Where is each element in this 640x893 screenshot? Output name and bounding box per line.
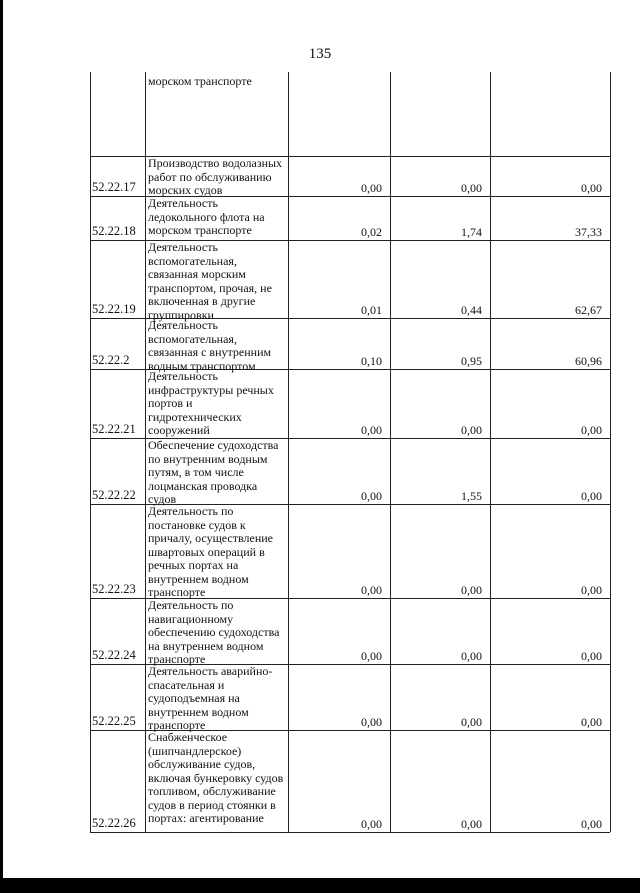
row-value-v2: 0,00 [461,817,482,831]
row-name: Деятельность по постановке судов к причалу, осуществление швартовых операций в речных портах на внутреннем водном транспорте [148,504,273,599]
row-code: 52.22.23 [92,582,136,596]
row-value-v3: 0,00 [581,583,602,597]
row-name: Деятельность инфраструктуры речных портов и гидротехнических сооружений [148,369,274,437]
row-value-v2: 1,74 [461,225,482,239]
row-name: Деятельность вспомогательная, связанная морским транспортом, прочая, не включенная в другие группировки [148,240,272,322]
table-row [90,504,610,598]
scan-border-left [0,0,3,893]
row-value-v1: 0,00 [361,423,382,437]
row-value-v3: 0,00 [581,649,602,663]
row-value-v1: 0,00 [361,817,382,831]
table-row [90,156,610,196]
row-code: 52.22.26 [92,816,136,830]
row-value-v1: 0,00 [361,649,382,663]
scan-border-bottom [0,878,640,893]
table-row [90,438,610,504]
row-code: 52.22.19 [92,302,136,316]
row-value-v3: 60,96 [575,354,602,368]
row-value-v2: 0,00 [461,649,482,663]
row-value-v2: 0,95 [461,354,482,368]
row-value-v2: 0,00 [461,181,482,195]
row-value-v3: 62,67 [575,303,602,317]
row-name: Производство водолазных работ по обслуживанию морских судов [148,156,283,197]
row-value-v3: 0,00 [581,489,602,503]
row-value-v2: 0,00 [461,423,482,437]
row-value-v3: 0,00 [581,817,602,831]
row-name: Деятельность аварийно- спасательная и судоподъемная на внутреннем водном транспорте [148,664,273,732]
row-name: Обеспечение судоходства по внутренним водным путям, в том числе лоцманская проводка судов [148,438,279,506]
table-row [90,664,610,730]
row-value-v1: 0,00 [361,715,382,729]
row-code: 52.22.2 [92,353,130,367]
table-row [90,369,610,438]
table-row [90,598,610,664]
row-value-v1: 0,00 [361,489,382,503]
row-value-v1: 0,01 [361,303,382,317]
row-code: 52.22.17 [92,180,136,194]
table-column-line [610,72,611,832]
row-name: Снабженческое (шипчандлерское) обслуживание судов, включая бункеровку судов топливом, обслуживание судов в период стоянки в портах: агентирование [148,730,284,825]
row-name: Деятельность вспомогательная, связанная с внутренним водным транспортом [148,318,272,373]
row-code: 52.22.21 [92,422,136,436]
row-code: 52.22.25 [92,714,136,728]
table-row-line [90,832,610,833]
row-value-v1: 0,00 [361,181,382,195]
table-row [90,196,610,240]
row-value-v1: 0,02 [361,225,382,239]
row-code: 52.22.22 [92,488,136,502]
row-name: Деятельность ледокольного флота на морском транспорте [148,196,265,237]
row-code: 52.22.24 [92,648,136,662]
row-value-v2: 0,00 [461,715,482,729]
row-value-v2: 0,44 [461,303,482,317]
row-value-v3: 0,00 [581,423,602,437]
table-row [90,318,610,373]
row-value-v3: 37,33 [575,225,602,239]
table-row [90,240,610,322]
row-code: 52.22.18 [92,224,136,238]
top-fragment-text: морском транспорте [148,74,252,88]
row-value-v2: 1,55 [461,489,482,503]
page-number: 135 [308,46,332,62]
row-value-v1: 0,10 [361,354,382,368]
row-value-v3: 0,00 [581,181,602,195]
data-table [90,72,610,832]
table-row [90,730,610,832]
row-value-v3: 0,00 [581,715,602,729]
row-value-v2: 0,00 [461,583,482,597]
row-name: Деятельность по навигационному обеспечению судоходства на внутреннем водном транспорте [148,598,280,666]
row-value-v1: 0,00 [361,583,382,597]
